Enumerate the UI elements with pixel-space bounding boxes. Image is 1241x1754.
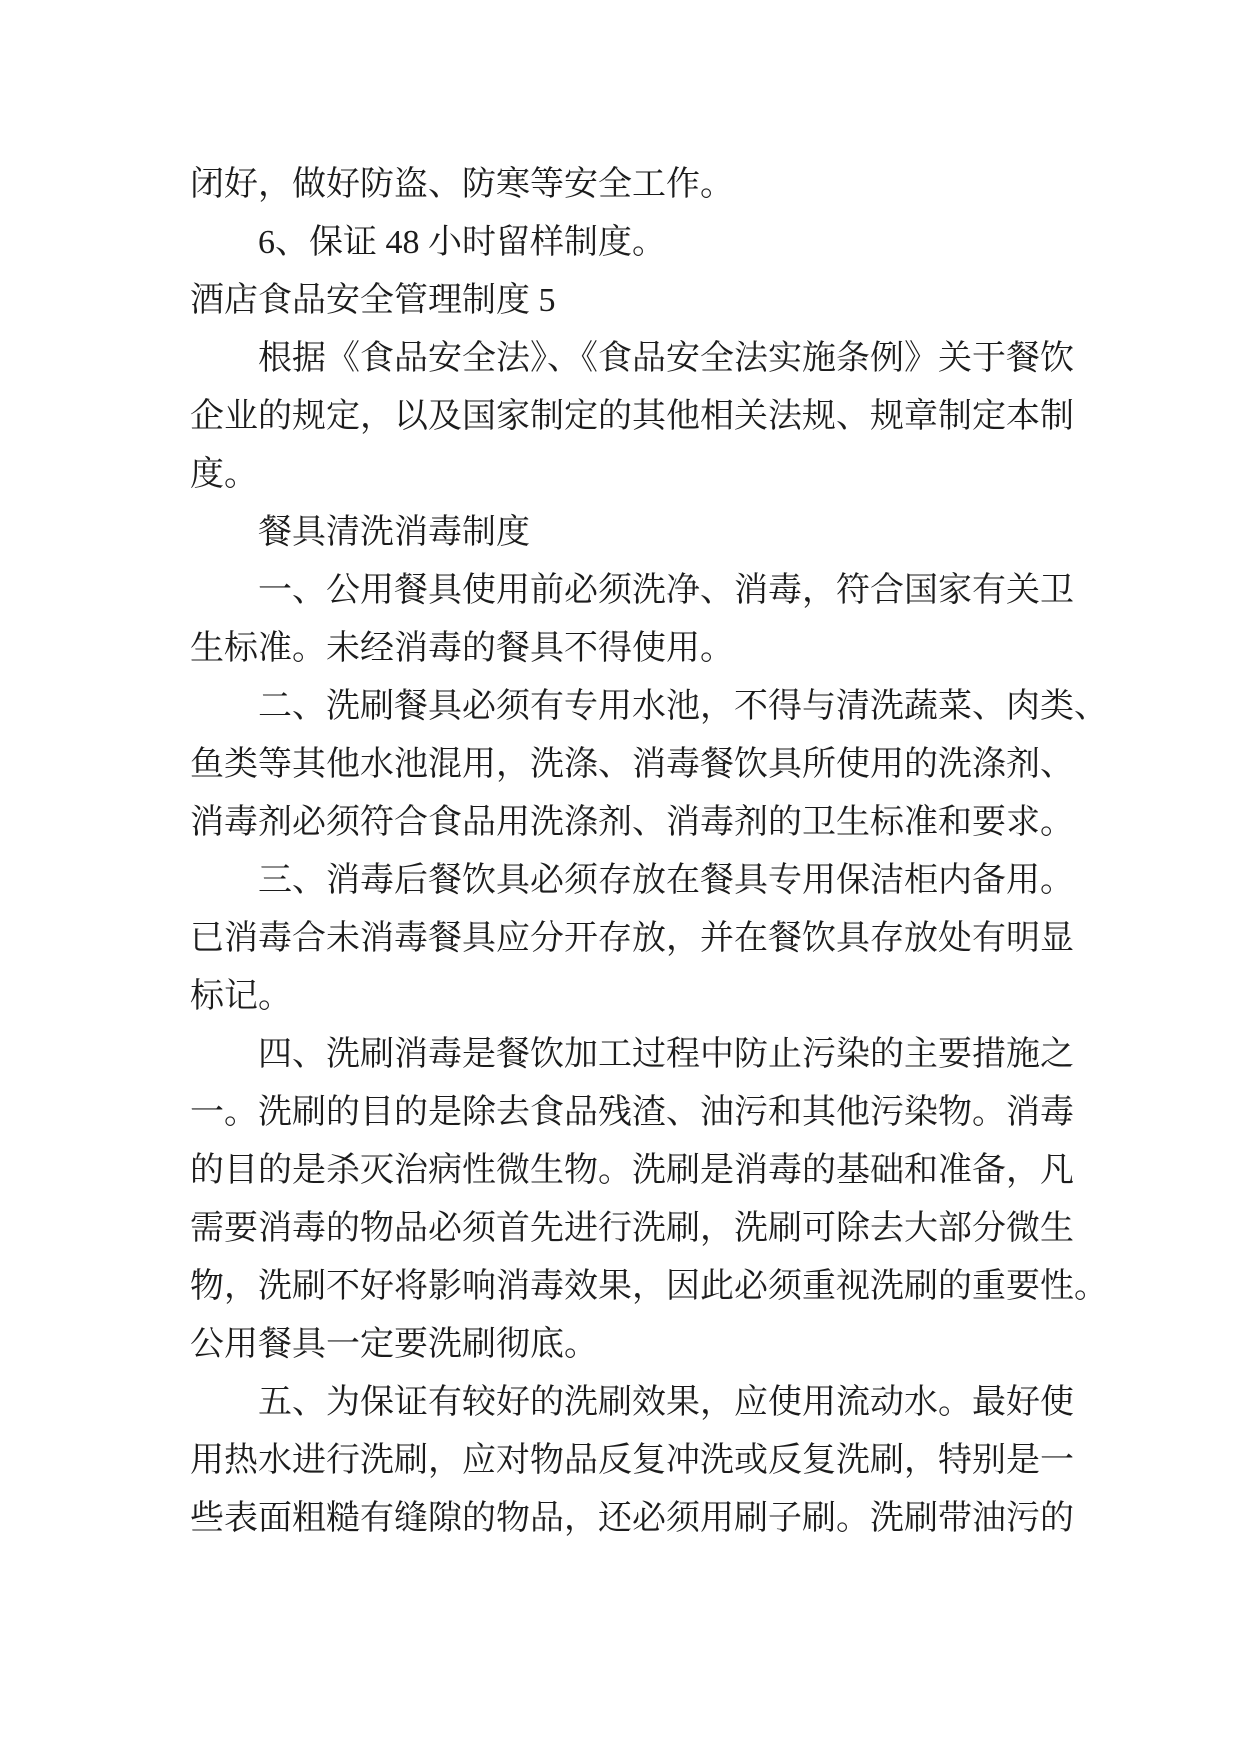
text-line: 公用餐具一定要洗刷彻底。	[190, 1326, 598, 1363]
text-line: 物，洗刷不好将影响消毒效果，因此必须重视洗刷的重要性。	[190, 1268, 1108, 1305]
text-line: 生标准。未经消毒的餐具不得使用。	[190, 630, 734, 667]
text-line: 需要消毒的物品必须首先进行洗刷，洗刷可除去大部分微生	[190, 1210, 1074, 1247]
sub-heading: 餐具清洗消毒制度	[258, 514, 530, 551]
text-line: 消毒剂必须符合食品用洗涤剂、消毒剂的卫生标准和要求。	[190, 804, 1074, 841]
section-heading: 酒店食品安全管理制度 5	[190, 282, 556, 319]
text-line: 闭好，做好防盗、防寒等安全工作。	[190, 166, 734, 203]
text-line: 五、为保证有较好的洗刷效果，应使用流动水。最好使	[258, 1384, 1074, 1421]
text-line: 的目的是杀灭治病性微生物。洗刷是消毒的基础和准备，凡	[190, 1152, 1074, 1189]
text-line: 二、洗刷餐具必须有专用水池，不得与清洗蔬菜、肉类、	[258, 688, 1108, 725]
text-line: 三、消毒后餐饮具必须存放在餐具专用保洁柜内备用。	[258, 862, 1074, 899]
text-line: 一、公用餐具使用前必须洗净、消毒，符合国家有关卫	[258, 572, 1074, 609]
text-line: 四、洗刷消毒是餐饮加工过程中防止污染的主要措施之	[258, 1036, 1074, 1073]
text-line: 已消毒合未消毒餐具应分开存放，并在餐饮具存放处有明显	[190, 920, 1074, 957]
text-line: 鱼类等其他水池混用，洗涤、消毒餐饮具所使用的洗涤剂、	[190, 746, 1074, 783]
text-line: 一。洗刷的目的是除去食品残渣、油污和其他污染物。消毒	[190, 1094, 1074, 1131]
text-line: 标记。	[190, 978, 292, 1015]
text-line: 度。	[190, 456, 258, 493]
text-line: 企业的规定，以及国家制定的其他相关法规、规章制定本制	[190, 398, 1074, 435]
document-body	[190, 156, 1108, 1548]
text-line: 些表面粗糙有缝隙的物品，还必须用刷子刷。洗刷带油污的	[190, 1500, 1074, 1537]
text-line: 用热水进行洗刷，应对物品反复冲洗或反复洗刷，特别是一	[190, 1442, 1074, 1479]
text-line: 6、保证 48 小时留样制度。	[258, 224, 666, 261]
text-line: 根据《食品安全法》、《食品安全法实施条例》关于餐饮	[258, 340, 1074, 377]
